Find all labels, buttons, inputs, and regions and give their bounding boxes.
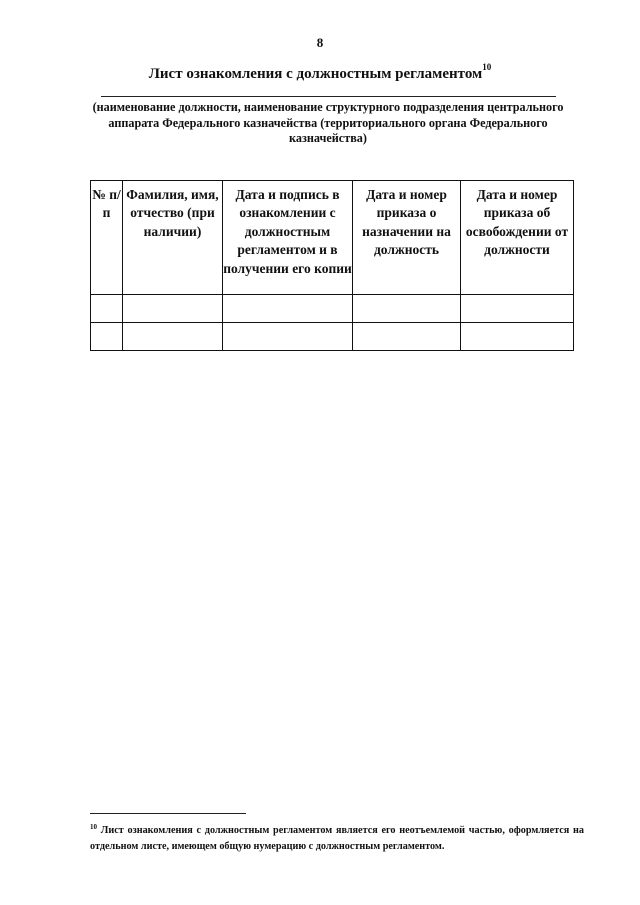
footnote <box>90 819 584 855</box>
acknowledgment-table <box>90 180 574 351</box>
table-row <box>91 323 574 351</box>
table-cell <box>91 323 123 351</box>
footnote-separator <box>90 813 246 814</box>
header-number: № п/п <box>91 181 123 295</box>
position-caption: (наименование должности, наименование структурного подразделения центрального аппарата Федерального казначейства (территориального органа Федерального казначейства) <box>92 100 564 145</box>
table-cell <box>461 323 574 351</box>
table-header-row <box>91 181 574 295</box>
header-signature-date: Дата и подпись в ознакомлении с должностным регламентом и в получении его копии <box>223 181 353 295</box>
header-appointment-order: Дата и номер приказа о назначении на должность <box>353 181 461 295</box>
table-cell <box>223 323 353 351</box>
table-cell <box>123 295 223 323</box>
title-text: Лист ознакомления с должностным регламентом <box>148 66 483 82</box>
table-cell <box>353 323 461 351</box>
table-cell <box>461 295 574 323</box>
position-fill-line <box>101 96 556 97</box>
page-title <box>0 62 640 83</box>
title-footnote-ref: 10 <box>482 62 492 72</box>
table-row <box>91 295 574 323</box>
footnote-text: Лист ознакомления с должностным регламентом является его неотъемлемой частью, оформляется на отдельном листе, имеющем общую нумерацию с должностным регламентом. <box>90 825 584 852</box>
page-number: 8 <box>316 35 324 50</box>
table-cell <box>223 295 353 323</box>
footnote-marker: 10 <box>90 823 97 831</box>
header-dismissal-order: Дата и номер приказа об освобождении от должности <box>461 181 574 295</box>
table-cell <box>91 295 123 323</box>
table-cell <box>353 295 461 323</box>
header-full-name: Фамилия, имя, отчество (при наличии) <box>123 181 223 295</box>
table-cell <box>123 323 223 351</box>
